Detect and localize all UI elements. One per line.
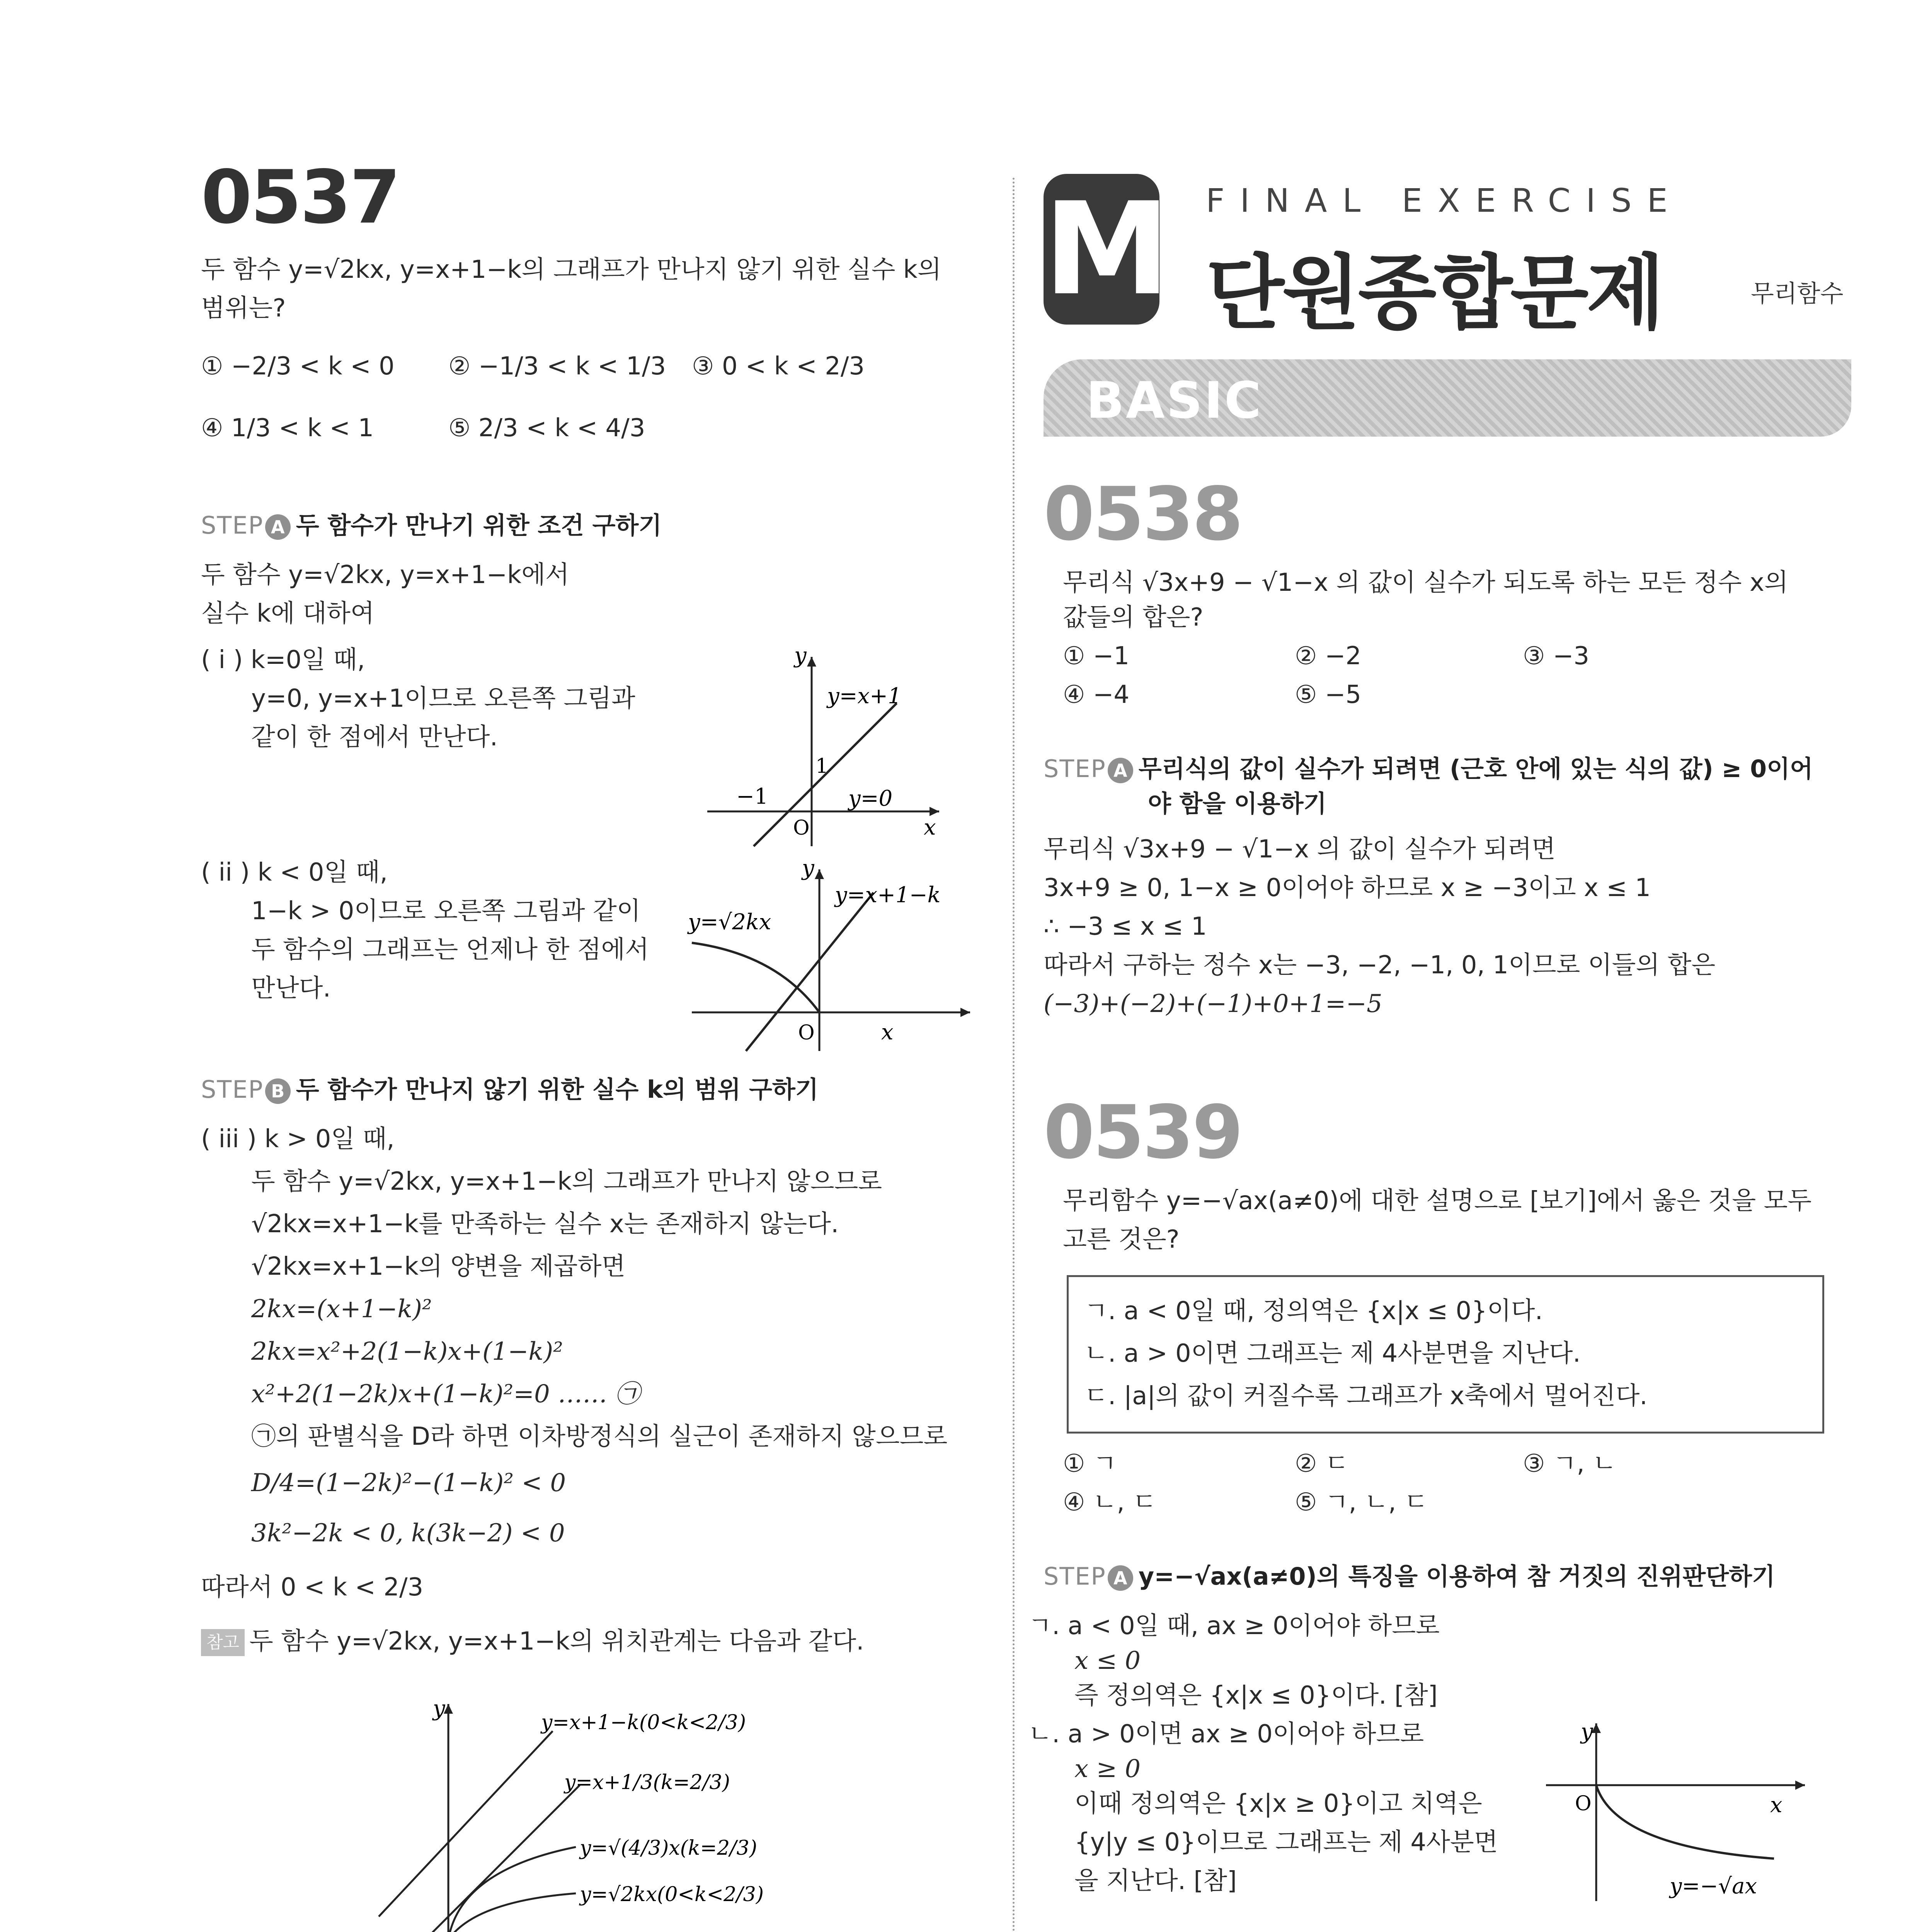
- label-curve-k-two-thirds: y=√(4/3)x(k=2/3): [580, 1837, 758, 1860]
- line-label: y=x+1: [827, 684, 902, 709]
- choice-0539-4[interactable]: ④ ㄴ, ㄷ: [1063, 1488, 1157, 1517]
- question-0537-line2: 범위는?: [201, 294, 286, 323]
- note-tag: 참고: [201, 1629, 245, 1656]
- conclusion-0537: 따라서 0 < k < 2/3: [201, 1573, 424, 1602]
- step-b-0537: [201, 1070, 819, 1105]
- x-axis-label: x: [1770, 1793, 1783, 1818]
- question-0539-line1: 무리함수 y=−√ax(a≠0)에 대한 설명으로 [보기]에서 옳은 것을 모두: [1063, 1187, 1812, 1215]
- chapter-name: 무리함수: [1751, 279, 1844, 308]
- discriminant-line: D/4=(1−2k)²−(1−k)² < 0: [251, 1469, 566, 1497]
- y0-label: y=0: [848, 786, 893, 811]
- solution-line: 따라서 구하는 정수 x는 −3, −2, −1, 0, 1이므로 이들의 합은: [1044, 951, 1716, 980]
- step-title: 두 함수가 만나기 위한 조건 구하기: [296, 511, 662, 539]
- choice-0539-1[interactable]: ① ㄱ: [1063, 1449, 1117, 1478]
- solution-line: ㉠의 판별식을 D라 하면 이차방정식의 실근이 존재하지 않으므로: [251, 1422, 948, 1451]
- solution-line: ∴ −3 ≤ x ≤ 1: [1044, 912, 1207, 941]
- line-k-between: [379, 1731, 553, 1917]
- curve-k-two-thirds: [448, 1847, 576, 1932]
- step-title-cont: 야 함을 이용하기: [1148, 789, 1327, 818]
- question-0537-line1: 두 함수 y=√2kx, y=x+1−k의 그래프가 만나지 않기 위한 실수 k의: [201, 255, 941, 284]
- curve-neg-sqrt-ax: [1596, 1785, 1774, 1859]
- question-0538-line1: 무리식 √3x+9 − √1−x 의 값이 실수가 되도록 하는 모든 정수 x의: [1063, 568, 1788, 597]
- step-label: STEP: [201, 1075, 264, 1104]
- bogi-item-3: ㄷ. |a|의 값이 커질수록 그래프가 x축에서 멀어진다.: [1084, 1382, 1648, 1410]
- step-letter-badge: A: [1108, 758, 1133, 783]
- step-title: 무리식의 값이 실수가 되려면 (근호 안에 있는 식의 값) ≥ 0이어: [1138, 755, 1813, 783]
- problem-number-0539: 0539: [1044, 1090, 1242, 1175]
- problem-number-0538: 0538: [1044, 471, 1242, 557]
- origin-label: O: [1575, 1792, 1592, 1815]
- choice-0539-5[interactable]: ⑤ ㄱ, ㄴ, ㄷ: [1295, 1488, 1428, 1517]
- level-label: BASIC: [1086, 371, 1263, 430]
- solution-line: 같이 한 점에서 만난다.: [251, 723, 498, 752]
- solution-line: (−3)+(−2)+(−1)+0+1=−5: [1044, 990, 1382, 1018]
- choice-0539-2[interactable]: ② ㄷ: [1295, 1449, 1349, 1478]
- step-a-0538: [1044, 750, 1813, 784]
- choice-0537-2[interactable]: ② −1/3 < k < 1/3: [448, 352, 666, 381]
- choice-0538-1[interactable]: ① −1: [1063, 642, 1130, 670]
- solution-line: √2kx=x+1−k의 양변을 제곱하면: [251, 1252, 626, 1281]
- question-0538-line2: 값들의 합은?: [1063, 603, 1204, 632]
- step-letter-badge: B: [265, 1078, 291, 1104]
- choice-0539-3[interactable]: ③ ㄱ, ㄴ: [1523, 1449, 1617, 1478]
- solution-line: √2kx=x+1−k를 만족하는 실수 x는 존재하지 않는다.: [251, 1210, 839, 1238]
- solution-line: 무리식 √3x+9 − √1−x 의 값이 실수가 되려면: [1044, 835, 1556, 864]
- solution-line: {y|y ≤ 0}이므로 그래프는 제 4사분면: [1074, 1828, 1498, 1857]
- solution-line: 즉 정의역은 {x|x ≤ 0}이다. [참]: [1074, 1681, 1438, 1710]
- graph-0539: [1538, 1716, 1817, 1909]
- solution-line: 두 함수의 그래프는 언제나 한 점에서: [251, 935, 649, 964]
- level-banner: [1044, 359, 1851, 437]
- equation-line: 2kx=x²+2(1−k)x+(1−k)²: [251, 1337, 563, 1366]
- solution-line: 3x+9 ≥ 0, 1−x ≥ 0이어야 하므로 x ≥ −3이고 x ≤ 1: [1044, 874, 1651, 902]
- solution-line: 만난다.: [251, 974, 331, 1003]
- header-title: 단원종합문제: [1206, 246, 1663, 340]
- step-a-0539: [1044, 1557, 1775, 1592]
- solution-line: x ≤ 0: [1074, 1646, 1141, 1675]
- choice-0537-1[interactable]: ① −2/3 < k < 0: [201, 352, 395, 381]
- bogi-box: [1067, 1275, 1824, 1434]
- bogi-item-1: ㄱ. a < 0일 때, 정의역은 {x|x ≤ 0}이다.: [1084, 1297, 1543, 1325]
- case-i-heading: ( i ) k=0일 때,: [201, 646, 365, 674]
- line-label: y=x+1−k: [835, 883, 941, 908]
- y-axis-label: y: [802, 862, 814, 881]
- equation-line: x²+2(1−2k)x+(1−k)²=0 …… ㉠: [251, 1380, 640, 1408]
- solution-line: ㄴ. a > 0이면 ax ≥ 0이어야 하므로: [1028, 1720, 1424, 1748]
- curve-sqrt-2kx: [692, 943, 819, 1012]
- label-line-k-between: y=x+1−k(0<k<2/3): [541, 1711, 746, 1734]
- question-0539-line2: 고른 것은?: [1063, 1225, 1180, 1254]
- x-axis-label: x: [924, 815, 936, 840]
- curve-label: y=√2kx: [688, 910, 771, 935]
- solution-line: [1028, 1928, 1643, 1932]
- graph-case-i: [696, 649, 947, 850]
- choice-0537-5[interactable]: ⑤ 2/3 < k < 4/3: [448, 414, 645, 442]
- step-title: y=−√ax(a≠0)의 특징을 이용하여 참 거짓의 진위판단하기: [1138, 1562, 1775, 1590]
- graph-case-ii: [680, 862, 978, 1055]
- series-label: FINAL EXERCISE: [1206, 182, 1683, 219]
- solution-line: 1−k > 0이므로 오른쪽 그림과 같이: [251, 897, 641, 925]
- chapter-badge: M: [1044, 174, 1159, 325]
- y-axis-label: y: [794, 649, 807, 668]
- note-0537: [201, 1623, 864, 1660]
- choice-0537-4[interactable]: ④ 1/3 < k < 1: [201, 414, 374, 442]
- step-label: STEP: [1044, 755, 1106, 783]
- step-a-0537: [201, 506, 662, 541]
- problem-number-0537: 0537: [201, 155, 399, 240]
- step-title: 두 함수가 만나지 않기 위한 실수 k의 범위 구하기: [296, 1075, 819, 1104]
- solution-line: 을 지난다. [참]: [1074, 1867, 1237, 1895]
- step-letter-badge: A: [265, 514, 291, 540]
- equation-line: 2kx=(x+1−k)²: [251, 1295, 432, 1323]
- step-label: STEP: [201, 511, 264, 539]
- origin-label: O: [798, 1021, 815, 1044]
- curve-label: y=−√ax: [1670, 1874, 1757, 1899]
- note-text: 두 함수 y=√2kx, y=x+1−k의 위치관계는 다음과 같다.: [249, 1627, 864, 1656]
- label-line-k-two-thirds: y=x+1/3(k=2/3): [564, 1771, 730, 1794]
- column-divider: [1013, 178, 1015, 1932]
- x-axis-label: x: [881, 1020, 894, 1045]
- graph-position-relation: [371, 1692, 858, 1932]
- solution-line: ㄱ. a < 0일 때, ax ≥ 0이어야 하므로: [1028, 1612, 1440, 1640]
- case-iii-heading: ( iii ) k > 0일 때,: [201, 1125, 395, 1153]
- bogi-item-2: ㄴ. a > 0이면 그래프는 제 4사분면을 지난다.: [1084, 1339, 1581, 1368]
- step-label: STEP: [1044, 1562, 1106, 1590]
- choice-0538-4[interactable]: ④ −4: [1063, 680, 1130, 709]
- equation-line: 3k²−2k < 0, k(3k−2) < 0: [251, 1519, 565, 1548]
- origin-label: O: [793, 816, 810, 840]
- solution-line: 두 함수 y=√2kx, y=x+1−k의 그래프가 만나지 않으므로: [251, 1167, 882, 1196]
- choice-0537-3[interactable]: ③ 0 < k < 2/3: [692, 352, 865, 381]
- solution-line: y=0, y=x+1이므로 오른쪽 그림과: [251, 684, 635, 713]
- line-k-two-thirds: [394, 1785, 580, 1932]
- y-axis-label: y: [433, 1696, 445, 1721]
- x-intercept-label: −1: [736, 784, 768, 809]
- solution-line: 이때 정의역은 {x|x ≥ 0}이고 치역은: [1074, 1789, 1482, 1818]
- y-axis-label: y: [1581, 1719, 1593, 1744]
- step-a-0538-cont: [1148, 784, 1326, 819]
- solution-line: 실수 k에 대하여: [201, 599, 375, 628]
- choice-0538-3[interactable]: ③ −3: [1523, 642, 1590, 670]
- y-intercept-label: 1: [815, 755, 829, 778]
- label-curve-k-between: y=√2kx(0<k<2/3): [580, 1883, 764, 1906]
- choice-0538-2[interactable]: ② −2: [1295, 642, 1362, 670]
- case-ii-heading: ( ii ) k < 0일 때,: [201, 858, 388, 887]
- choice-0538-5[interactable]: ⑤ −5: [1295, 680, 1362, 709]
- solution-line: 두 함수 y=√2kx, y=x+1−k에서: [201, 561, 569, 589]
- step-letter-badge: A: [1108, 1565, 1133, 1591]
- solution-line: x ≥ 0: [1074, 1755, 1141, 1783]
